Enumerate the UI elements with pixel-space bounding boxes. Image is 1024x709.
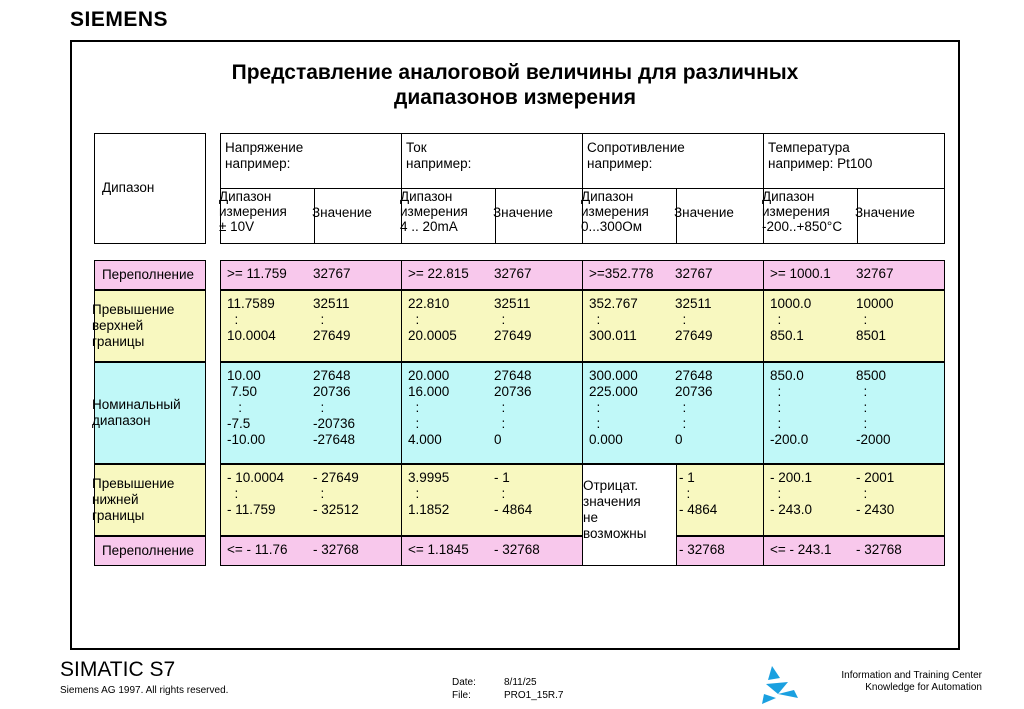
range-cell-text: - 10.0004 : - 11.759 bbox=[227, 470, 285, 517]
value-cell-text: 27648 20736 : -20736 -27648 bbox=[313, 368, 356, 447]
group-header-label: Температура например: Pt100 bbox=[768, 140, 873, 171]
value-subheader-label: Значение bbox=[493, 205, 553, 220]
value-cell-text: 32767 bbox=[675, 266, 713, 281]
center-line-1: Information and Training Center bbox=[841, 670, 982, 681]
range-cell-text: 1000.0 : 850.1 bbox=[770, 296, 812, 343]
range-cell-text: >=352.778 bbox=[589, 266, 654, 281]
slide-title bbox=[100, 60, 930, 110]
range-cell-text: Отрицат. значения не возможны bbox=[583, 478, 647, 541]
range-cell-text: >= 22.815 bbox=[408, 266, 469, 281]
value-cell-text: 32511 : 27649 bbox=[494, 296, 532, 343]
value-cell-text: - 1 : - 4864 bbox=[494, 470, 533, 517]
range-row-label: Превышение нижней границы bbox=[92, 476, 175, 523]
range-cell-text: 11.7589 : 10.0004 bbox=[227, 296, 276, 343]
range-subheader-label: Дипазон измерения 0...300Ом bbox=[581, 189, 649, 234]
title-line-2: диапазонов измерения bbox=[394, 86, 636, 109]
training-center-text bbox=[780, 670, 982, 694]
range-cell-text: 352.767 : 300.011 bbox=[589, 296, 638, 343]
group-header-label: Ток например: bbox=[406, 140, 472, 171]
value-cell-text: 32767 bbox=[494, 266, 532, 281]
range-row-label: Переполнение bbox=[101, 543, 195, 558]
value-subheader-label: Значение bbox=[674, 205, 734, 220]
file-value: PRO1_15R.7 bbox=[504, 690, 564, 701]
range-cell-text: 20.000 16.000 : : 4.000 bbox=[408, 368, 450, 447]
center-line-2: Knowledge for Automation bbox=[865, 682, 982, 693]
range-cell-text: 850.0 : : : -200.0 bbox=[770, 368, 809, 447]
value-subheader-label: Значение bbox=[855, 205, 915, 220]
file-label: File: bbox=[452, 690, 471, 701]
value-cell-text: - 27649 : - 32512 bbox=[313, 470, 359, 517]
range-cell-text: - 200.1 : - 243.0 bbox=[770, 470, 813, 517]
range-cell-text: 3.9995 : 1.1852 bbox=[408, 470, 450, 517]
value-cell-text: 32511 : 27649 bbox=[313, 296, 351, 343]
range-cell-text: 22.810 : 20.0005 bbox=[408, 296, 457, 343]
value-cell-text: 10000 : 8501 bbox=[856, 296, 894, 343]
value-cell-text: 27648 20736 : : 0 bbox=[675, 368, 713, 447]
range-cell-text: <= - 11.76 bbox=[227, 542, 288, 557]
value-cell-text: 32511 : 27649 bbox=[675, 296, 713, 343]
range-cell-text: 10.00 7.50 : -7.5 -10.00 bbox=[227, 368, 266, 447]
value-cell-text: - 32768 bbox=[313, 542, 359, 557]
value-cell-text: - 2001 : - 2430 bbox=[856, 470, 895, 517]
value-cell-text: 27648 20736 : : 0 bbox=[494, 368, 532, 447]
title-line-1: Представление аналоговой величины для различных bbox=[231, 61, 799, 84]
group-header-label: Напряжение например: bbox=[225, 140, 304, 171]
range-header-label: Дипазон bbox=[102, 180, 155, 195]
value-cell-text: 8500 : : : -2000 bbox=[856, 368, 891, 447]
range-cell-text: >= 11.759 bbox=[227, 266, 287, 281]
range-cell-text: 300.000 225.000 : : 0.000 bbox=[589, 368, 638, 447]
range-subheader-label: Дипазон измерения -200..+850°C bbox=[762, 189, 843, 234]
range-cell-text: >= 1000.1 bbox=[770, 266, 831, 281]
value-subheader-label: Значение bbox=[312, 205, 372, 220]
range-cell-text: <= 1.1845 bbox=[408, 542, 469, 557]
copyright: Siemens AG 1997. All rights reserved. bbox=[60, 685, 229, 696]
range-subheader-label: Дипазон измерения ± 10V bbox=[219, 189, 287, 234]
group-header-label: Сопротивление например: bbox=[587, 140, 685, 171]
value-cell-text: 32767 bbox=[856, 266, 894, 281]
range-row-label: Превышение верхней границы bbox=[92, 302, 175, 349]
date-value: 8/11/25 bbox=[504, 677, 537, 688]
range-row-label: Номинальный диапазон bbox=[92, 397, 181, 428]
date-label: Date: bbox=[452, 677, 476, 688]
range-cell-text: <= - 243.1 bbox=[770, 542, 832, 557]
value-cell-text: - 32768 bbox=[856, 542, 902, 557]
range-subheader-label: Дипазон измерения 4 .. 20mA bbox=[400, 189, 468, 234]
value-cell-text: 32767 bbox=[313, 266, 351, 281]
range-row-label: Переполнение bbox=[101, 267, 195, 282]
value-cell-text: - 32768 bbox=[494, 542, 540, 557]
siemens-logo: SIEMENS bbox=[70, 8, 169, 31]
value-cell-text: - 32768 bbox=[679, 542, 725, 557]
product-name: SIMATIC S7 bbox=[60, 658, 176, 681]
value-cell-text: - 1 : - 4864 bbox=[679, 470, 718, 517]
